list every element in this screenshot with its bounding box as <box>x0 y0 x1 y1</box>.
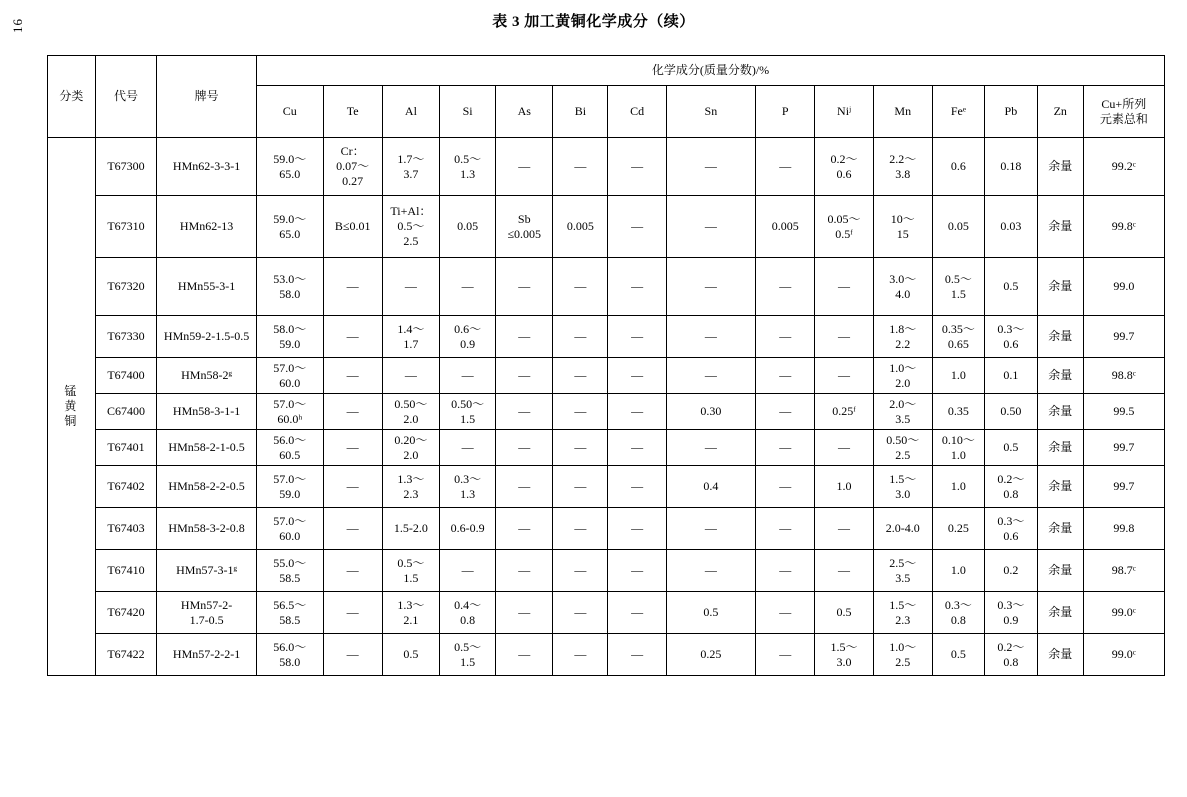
category-cell: 锰 黄 铜 <box>48 138 96 676</box>
composition-cell: 0.6 <box>932 138 984 196</box>
composition-cell: 1.5～ 2.3 <box>873 592 932 634</box>
composition-cell: — <box>323 508 382 550</box>
composition-cell: 0.50 <box>984 394 1037 430</box>
composition-cell: 0.50～ 2.5 <box>873 430 932 466</box>
composition-cell: — <box>815 430 873 466</box>
composition-cell: 0.6-0.9 <box>440 508 496 550</box>
composition-cell: 53.0～ 58.0 <box>257 258 324 316</box>
composition-cell: 余量 <box>1037 430 1083 466</box>
grade-cell: HMn58-2-1-0.5 <box>157 430 257 466</box>
header-element-cu: Cu <box>257 86 324 138</box>
composition-cell: 余量 <box>1037 634 1083 676</box>
composition-cell: — <box>553 258 608 316</box>
code-cell: T67330 <box>95 316 156 358</box>
composition-cell: 0.20～ 2.0 <box>382 430 439 466</box>
composition-cell: 0.6～ 0.9 <box>440 316 496 358</box>
header-element-zn: Zn <box>1037 86 1083 138</box>
composition-cell: — <box>496 138 553 196</box>
table-row <box>48 316 1165 358</box>
composition-cell: 0.35～ 0.65 <box>932 316 984 358</box>
composition-cell: 98.8ᶜ <box>1083 358 1164 394</box>
code-cell: T67420 <box>95 592 156 634</box>
composition-cell: 余量 <box>1037 394 1083 430</box>
composition-cell: — <box>553 358 608 394</box>
code-cell: T67401 <box>95 430 156 466</box>
composition-cell: — <box>496 430 553 466</box>
composition-cell: 0.25ᶠ <box>815 394 873 430</box>
composition-cell: 57.0～ 60.0 <box>257 358 324 394</box>
grade-cell: HMn62-13 <box>157 196 257 258</box>
header-element-p: P <box>756 86 815 138</box>
header-element-sn: Sn <box>666 86 755 138</box>
composition-cell: — <box>756 316 815 358</box>
code-cell: T67403 <box>95 508 156 550</box>
composition-cell: 余量 <box>1037 550 1083 592</box>
composition-cell: — <box>666 258 755 316</box>
composition-cell: — <box>608 316 666 358</box>
composition-cell: 0.005 <box>553 196 608 258</box>
composition-cell: — <box>496 592 553 634</box>
composition-cell: 57.0～ 60.0 <box>257 508 324 550</box>
composition-cell: 0.2～ 0.6 <box>815 138 873 196</box>
composition-cell: 98.7ᶜ <box>1083 550 1164 592</box>
composition-cell: — <box>608 466 666 508</box>
composition-cell: 0.3～ 0.6 <box>984 508 1037 550</box>
composition-cell: 余量 <box>1037 258 1083 316</box>
composition-cell: 59.0～ 65.0 <box>257 196 324 258</box>
composition-cell: 0.50～ 2.0 <box>382 394 439 430</box>
composition-cell: 0.05～ 0.5ᶠ <box>815 196 873 258</box>
composition-cell: — <box>553 508 608 550</box>
composition-cell: 99.2ᶜ <box>1083 138 1164 196</box>
composition-cell: — <box>666 138 755 196</box>
composition-cell: — <box>815 550 873 592</box>
composition-cell: — <box>756 358 815 394</box>
composition-cell: — <box>440 258 496 316</box>
composition-cell: 1.0 <box>815 466 873 508</box>
header-element-al: Al <box>382 86 439 138</box>
composition-cell: — <box>553 592 608 634</box>
header-code: 代号 <box>95 56 156 138</box>
composition-cell: — <box>440 358 496 394</box>
composition-cell: — <box>756 508 815 550</box>
composition-cell: Ti+Al： 0.5～ 2.5 <box>382 196 439 258</box>
composition-cell: 0.10～ 1.0 <box>932 430 984 466</box>
table-row <box>48 550 1165 592</box>
composition-cell: — <box>496 508 553 550</box>
composition-cell: — <box>496 466 553 508</box>
composition-cell: 余量 <box>1037 316 1083 358</box>
table-row <box>48 394 1165 430</box>
composition-cell: — <box>756 138 815 196</box>
composition-cell: 0.5～ 1.5 <box>382 550 439 592</box>
composition-cell: 0.5～ 1.3 <box>440 138 496 196</box>
composition-cell: 0.5 <box>815 592 873 634</box>
composition-cell: 3.0～ 4.0 <box>873 258 932 316</box>
composition-cell: 0.5 <box>666 592 755 634</box>
header-element-fe: Feᵉ <box>932 86 984 138</box>
composition-cell: 0.25 <box>932 508 984 550</box>
header-total-line1: Cu+所列 <box>1101 96 1147 111</box>
composition-cell: 99.8 <box>1083 508 1164 550</box>
table-container <box>47 55 1165 676</box>
composition-cell: — <box>666 316 755 358</box>
composition-cell: 1.5～ 3.0 <box>815 634 873 676</box>
composition-cell: — <box>608 196 666 258</box>
table-row <box>48 592 1165 634</box>
composition-cell: 0.03 <box>984 196 1037 258</box>
composition-cell: 99.8ᶜ <box>1083 196 1164 258</box>
composition-cell: — <box>496 358 553 394</box>
composition-cell: — <box>815 508 873 550</box>
composition-cell: 1.0 <box>932 466 984 508</box>
composition-cell: — <box>440 550 496 592</box>
composition-cell: Sb ≤0.005 <box>496 196 553 258</box>
header-element-bi: Bi <box>553 86 608 138</box>
composition-cell: — <box>323 358 382 394</box>
composition-cell: 56.0～ 60.5 <box>257 430 324 466</box>
composition-cell: 0.5 <box>932 634 984 676</box>
composition-cell: 2.5～ 3.5 <box>873 550 932 592</box>
composition-cell: 余量 <box>1037 196 1083 258</box>
composition-cell: — <box>323 258 382 316</box>
composition-cell: — <box>756 592 815 634</box>
table-body <box>48 138 1165 676</box>
composition-cell: — <box>756 430 815 466</box>
composition-cell: 0.3～ 0.6 <box>984 316 1037 358</box>
composition-cell: 1.8～ 2.2 <box>873 316 932 358</box>
composition-cell: 56.5～ 58.5 <box>257 592 324 634</box>
composition-cell: — <box>756 394 815 430</box>
code-cell: T67300 <box>95 138 156 196</box>
composition-cell: 0.2～ 0.8 <box>984 634 1037 676</box>
composition-cell: — <box>608 508 666 550</box>
composition-cell: 1.3～ 2.1 <box>382 592 439 634</box>
code-cell: C67400 <box>95 394 156 430</box>
composition-cell: 1.0 <box>932 550 984 592</box>
composition-cell: 99.7 <box>1083 466 1164 508</box>
composition-cell: 余量 <box>1037 358 1083 394</box>
composition-cell: 99.0ᶜ <box>1083 634 1164 676</box>
composition-cell: — <box>553 394 608 430</box>
composition-cell: — <box>666 508 755 550</box>
code-cell: T67402 <box>95 466 156 508</box>
composition-cell: 58.0～ 59.0 <box>257 316 324 358</box>
composition-cell: — <box>323 550 382 592</box>
composition-cell: — <box>608 430 666 466</box>
composition-cell: — <box>553 316 608 358</box>
header-element-te: Te <box>323 86 382 138</box>
composition-cell: — <box>496 634 553 676</box>
composition-cell: — <box>496 258 553 316</box>
composition-cell: 57.0～ 60.0ʰ <box>257 394 324 430</box>
composition-cell: — <box>553 466 608 508</box>
composition-cell: — <box>440 430 496 466</box>
composition-cell: 10～ 15 <box>873 196 932 258</box>
grade-cell: HMn58-2-2-0.5 <box>157 466 257 508</box>
composition-cell: 1.0～ 2.0 <box>873 358 932 394</box>
table-row <box>48 466 1165 508</box>
composition-cell: 99.0 <box>1083 258 1164 316</box>
composition-cell: — <box>553 550 608 592</box>
table-row <box>48 430 1165 466</box>
composition-cell: — <box>666 358 755 394</box>
header-element-mn: Mn <box>873 86 932 138</box>
composition-cell: 2.2～ 3.8 <box>873 138 932 196</box>
composition-cell: — <box>496 394 553 430</box>
composition-cell: 0.50～ 1.5 <box>440 394 496 430</box>
code-cell: T67410 <box>95 550 156 592</box>
composition-cell: 0.18 <box>984 138 1037 196</box>
composition-cell: 56.0～ 58.0 <box>257 634 324 676</box>
composition-cell: B≤0.01 <box>323 196 382 258</box>
composition-cell: — <box>608 550 666 592</box>
composition-cell: — <box>666 430 755 466</box>
composition-cell: — <box>608 394 666 430</box>
page-number: 16 <box>10 18 25 33</box>
composition-cell: 99.7 <box>1083 316 1164 358</box>
grade-cell: HMn62-3-3-1 <box>157 138 257 196</box>
chemical-composition-table <box>47 55 1165 676</box>
grade-cell: HMn57-3-1ᵍ <box>157 550 257 592</box>
composition-cell: 0.25 <box>666 634 755 676</box>
composition-cell: Cr： 0.07～ 0.27 <box>323 138 382 196</box>
composition-cell: 0.4 <box>666 466 755 508</box>
table-row <box>48 508 1165 550</box>
composition-cell: 0.2 <box>984 550 1037 592</box>
composition-cell: 1.0 <box>932 358 984 394</box>
table-row <box>48 196 1165 258</box>
composition-cell: — <box>323 316 382 358</box>
grade-cell: HMn57-2-2-1 <box>157 634 257 676</box>
composition-cell: — <box>323 634 382 676</box>
code-cell: T67400 <box>95 358 156 394</box>
header-composition-group: 化学成分(质量分数)/% <box>257 56 1165 86</box>
composition-cell: 59.0～ 65.0 <box>257 138 324 196</box>
composition-cell: 1.5～ 3.0 <box>873 466 932 508</box>
composition-cell: 0.5 <box>984 430 1037 466</box>
composition-cell: — <box>756 550 815 592</box>
composition-cell: 0.35 <box>932 394 984 430</box>
composition-cell: 0.2～ 0.8 <box>984 466 1037 508</box>
composition-cell: — <box>666 196 755 258</box>
grade-cell: HMn58-2ᵍ <box>157 358 257 394</box>
table-row <box>48 258 1165 316</box>
composition-cell: 99.5 <box>1083 394 1164 430</box>
header-classification: 分类 <box>48 56 96 138</box>
composition-cell: — <box>608 258 666 316</box>
header-element-si: Si <box>440 86 496 138</box>
composition-cell: — <box>608 358 666 394</box>
table-head <box>48 56 1165 138</box>
composition-cell: 0.05 <box>440 196 496 258</box>
composition-cell: — <box>553 138 608 196</box>
composition-cell: 2.0～ 3.5 <box>873 394 932 430</box>
composition-cell: — <box>496 550 553 592</box>
header-total-line2: 元素总和 <box>1099 111 1148 126</box>
composition-cell: — <box>756 634 815 676</box>
composition-cell: 0.5 <box>984 258 1037 316</box>
composition-cell: — <box>323 592 382 634</box>
composition-cell: 55.0～ 58.5 <box>257 550 324 592</box>
composition-cell: — <box>666 550 755 592</box>
header-element-cd: Cd <box>608 86 666 138</box>
composition-cell: 0.1 <box>984 358 1037 394</box>
composition-cell: 余量 <box>1037 466 1083 508</box>
grade-cell: HMn55-3-1 <box>157 258 257 316</box>
composition-cell: 0.5 <box>382 634 439 676</box>
composition-cell: — <box>756 258 815 316</box>
composition-cell: 0.3～ 1.3 <box>440 466 496 508</box>
composition-cell: — <box>608 592 666 634</box>
composition-cell: 0.4～ 0.8 <box>440 592 496 634</box>
composition-cell: — <box>496 316 553 358</box>
composition-cell: 1.3～ 2.3 <box>382 466 439 508</box>
composition-cell: — <box>323 394 382 430</box>
header-total <box>1083 86 1164 138</box>
code-cell: T67422 <box>95 634 156 676</box>
composition-cell: 0.005 <box>756 196 815 258</box>
composition-cell: 57.0～ 59.0 <box>257 466 324 508</box>
composition-cell: — <box>553 430 608 466</box>
composition-cell: 余量 <box>1037 508 1083 550</box>
composition-cell: 1.0～ 2.5 <box>873 634 932 676</box>
table-row <box>48 634 1165 676</box>
composition-cell: 0.30 <box>666 394 755 430</box>
composition-cell: — <box>323 430 382 466</box>
header-grade: 牌号 <box>157 56 257 138</box>
composition-cell: 99.7 <box>1083 430 1164 466</box>
composition-cell: — <box>323 466 382 508</box>
composition-cell: 余量 <box>1037 592 1083 634</box>
table-row <box>48 358 1165 394</box>
composition-cell: 0.3～ 0.8 <box>932 592 984 634</box>
composition-cell: — <box>815 258 873 316</box>
composition-cell: — <box>553 634 608 676</box>
header-row-1 <box>48 56 1165 86</box>
code-cell: T67310 <box>95 196 156 258</box>
composition-cell: — <box>815 316 873 358</box>
header-element-pb: Pb <box>984 86 1037 138</box>
code-cell: T67320 <box>95 258 156 316</box>
composition-cell: 0.5～ 1.5 <box>440 634 496 676</box>
grade-cell: HMn59-2-1.5-0.5 <box>157 316 257 358</box>
table-row <box>48 138 1165 196</box>
page-title: 表 3 加工黄铜化学成分（续） <box>492 14 695 30</box>
composition-cell: — <box>382 258 439 316</box>
composition-cell: 1.5-2.0 <box>382 508 439 550</box>
composition-cell: — <box>756 466 815 508</box>
header-element-as: As <box>496 86 553 138</box>
grade-cell: HMn58-3-1-1 <box>157 394 257 430</box>
composition-cell: 99.0ᶜ <box>1083 592 1164 634</box>
composition-cell: 1.4～ 1.7 <box>382 316 439 358</box>
composition-cell: 余量 <box>1037 138 1083 196</box>
composition-cell: — <box>608 634 666 676</box>
grade-cell: HMn57-2- 1.7-0.5 <box>157 592 257 634</box>
composition-cell: 0.05 <box>932 196 984 258</box>
composition-cell: — <box>815 358 873 394</box>
composition-cell: — <box>382 358 439 394</box>
composition-cell: — <box>608 138 666 196</box>
composition-cell: 0.3～ 0.9 <box>984 592 1037 634</box>
grade-cell: HMn58-3-2-0.8 <box>157 508 257 550</box>
composition-cell: 2.0-4.0 <box>873 508 932 550</box>
composition-cell: 1.7～ 3.7 <box>382 138 439 196</box>
header-element-ni: Niʲ <box>815 86 873 138</box>
composition-cell: 0.5～ 1.5 <box>932 258 984 316</box>
